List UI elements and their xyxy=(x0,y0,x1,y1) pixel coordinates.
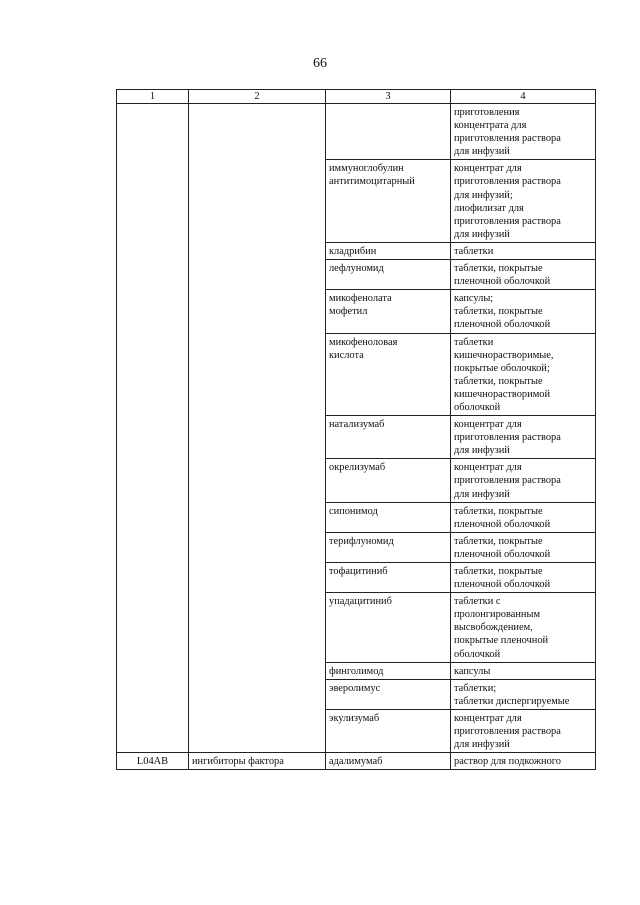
dosage-form-line: таблетки, покрытые xyxy=(454,263,543,275)
drug-name-cell xyxy=(326,593,451,662)
drug-name-line: упадацитиниб xyxy=(329,596,392,608)
drug-name-line: лефлуномид xyxy=(329,263,384,275)
dosage-form-line: для инфузий xyxy=(454,739,510,751)
drug-name-cell xyxy=(326,242,451,259)
dosage-form-line: пленочной оболочкой xyxy=(454,548,551,560)
dosage-form-cell xyxy=(451,662,596,679)
dosage-form-line: пленочной оболочкой xyxy=(454,319,551,331)
drug-name-line: тофацитиниб xyxy=(329,566,388,577)
dosage-form-cell xyxy=(451,104,596,160)
dosage-form-cell xyxy=(451,532,596,562)
dosage-form-line: лиофилизат для xyxy=(454,202,524,214)
dosage-form-line: для инфузий xyxy=(454,488,510,500)
group-cell: ингибиторы фактора xyxy=(189,753,326,770)
dosage-form-line: таблетки xyxy=(454,336,494,348)
column-header: 2 xyxy=(189,90,326,104)
drug-name-line: кислота xyxy=(329,349,364,361)
dosage-form-line: для инфузий xyxy=(454,445,510,457)
column-header: 1 xyxy=(117,90,189,104)
table-row xyxy=(117,104,596,160)
drug-name-line: экулизумаб xyxy=(329,712,380,724)
dosage-form-cell xyxy=(451,593,596,662)
dosage-form-line: таблетки xyxy=(454,245,494,257)
drug-name-line: финголимод xyxy=(329,665,384,677)
dosage-form-line: покрытые оболочкой; xyxy=(454,362,550,374)
drug-table xyxy=(116,89,596,770)
table-header-row xyxy=(117,90,596,104)
dosage-form-line: покрытые пленочной xyxy=(454,635,549,647)
table-row-last xyxy=(117,753,596,770)
dosage-form-line: таблетки, покрытые xyxy=(454,306,543,318)
dosage-form-cell xyxy=(451,260,596,290)
drug-name-cell xyxy=(326,662,451,679)
dosage-form-line: концентрат для xyxy=(454,419,522,431)
dosage-form-line: кишечнорастворимые, xyxy=(454,349,554,361)
dosage-form-cell: раствор для подкожного xyxy=(451,753,596,770)
drug-name-cell xyxy=(326,290,451,333)
dosage-form-line: таблетки с xyxy=(454,596,501,608)
drug-name-cell xyxy=(326,709,451,752)
dosage-form-line: для инфузий xyxy=(454,146,510,158)
drug-name-cell xyxy=(326,532,451,562)
dosage-form-line: таблетки, покрытые xyxy=(454,535,543,547)
dosage-form-cell xyxy=(451,290,596,333)
dosage-form-line: концентрат для xyxy=(454,462,522,474)
dosage-form-cell xyxy=(451,459,596,502)
drug-name-line: антитимоцитарный xyxy=(329,176,415,188)
dosage-form-line: приготовления раствора xyxy=(454,432,561,444)
dosage-form-line: таблетки, покрытые xyxy=(454,566,543,577)
dosage-form-cell xyxy=(451,563,596,593)
drug-name-cell xyxy=(326,104,451,160)
drug-name-line: микофеноловая xyxy=(329,336,398,348)
dosage-form-line: оболочкой xyxy=(454,401,501,413)
dosage-form-line: для инфузий; xyxy=(454,189,513,201)
dosage-form-cell xyxy=(451,242,596,259)
dosage-form-line: пленочной оболочкой xyxy=(454,579,551,591)
dosage-form-line: приготовления раствора xyxy=(454,475,561,487)
drug-name-cell xyxy=(326,333,451,416)
dosage-form-line: таблетки, покрытые xyxy=(454,375,543,387)
drug-name-cell xyxy=(326,679,451,709)
dosage-form-line: приготовления раствора xyxy=(454,215,561,227)
drug-name-cell: адалимумаб xyxy=(326,753,451,770)
dosage-form-cell xyxy=(451,709,596,752)
drug-name-line: микофенолата xyxy=(329,293,392,305)
drug-name-line: иммуноглобулин xyxy=(329,163,404,175)
drug-name-cell xyxy=(326,260,451,290)
group-cell xyxy=(189,104,326,753)
drug-name-line: окрелизумаб xyxy=(329,462,386,474)
drug-name-line: эверолимус xyxy=(329,682,381,694)
dosage-form-line: пленочной оболочкой xyxy=(454,276,551,288)
drug-name-line: сипонимод xyxy=(329,505,378,517)
dosage-form-line: концентрат для xyxy=(454,163,522,175)
dosage-form-line: пленочной оболочкой xyxy=(454,518,551,530)
drug-name-cell xyxy=(326,459,451,502)
drug-name-cell xyxy=(326,563,451,593)
dosage-form-line: высвобождением, xyxy=(454,622,533,634)
dosage-form-line: капсулы; xyxy=(454,293,494,305)
dosage-form-line: пролонгированным xyxy=(454,609,541,621)
dosage-form-line: оболочкой xyxy=(454,648,501,660)
column-header: 4 xyxy=(451,90,596,104)
atc-code-cell xyxy=(117,104,189,753)
drug-name-cell xyxy=(326,160,451,243)
dosage-form-line: концентрата для xyxy=(454,120,527,132)
drug-name-line: кладрибин xyxy=(329,245,377,257)
dosage-form-cell xyxy=(451,160,596,243)
drug-name-line: терифлуномид xyxy=(329,535,394,547)
dosage-form-line: приготовления раствора xyxy=(454,133,561,145)
dosage-form-line: приготовления раствора xyxy=(454,726,561,738)
dosage-form-line: приготовления xyxy=(454,107,520,118)
dosage-form-cell xyxy=(451,333,596,416)
dosage-form-line: таблетки диспергируемые xyxy=(454,695,570,707)
dosage-form-line: таблетки; xyxy=(454,682,497,694)
table-body xyxy=(117,104,596,770)
dosage-form-line: капсулы xyxy=(454,665,491,677)
column-header: 3 xyxy=(326,90,451,104)
dosage-form-line: таблетки, покрытые xyxy=(454,505,543,517)
page-number: 66 xyxy=(313,56,327,71)
drug-name-line: натализумаб xyxy=(329,419,385,431)
drug-name-cell xyxy=(326,416,451,459)
dosage-form-line: приготовления раствора xyxy=(454,176,561,188)
dosage-form-line: кишечнорастворимой xyxy=(454,388,551,400)
drug-name-line: мофетил xyxy=(329,306,368,318)
dosage-form-line: для инфузий xyxy=(454,228,510,240)
dosage-form-cell xyxy=(451,679,596,709)
dosage-form-cell xyxy=(451,502,596,532)
dosage-form-cell xyxy=(451,416,596,459)
drug-name-cell xyxy=(326,502,451,532)
dosage-form-line: концентрат для xyxy=(454,712,522,724)
atc-code-cell: L04AB xyxy=(117,753,189,770)
